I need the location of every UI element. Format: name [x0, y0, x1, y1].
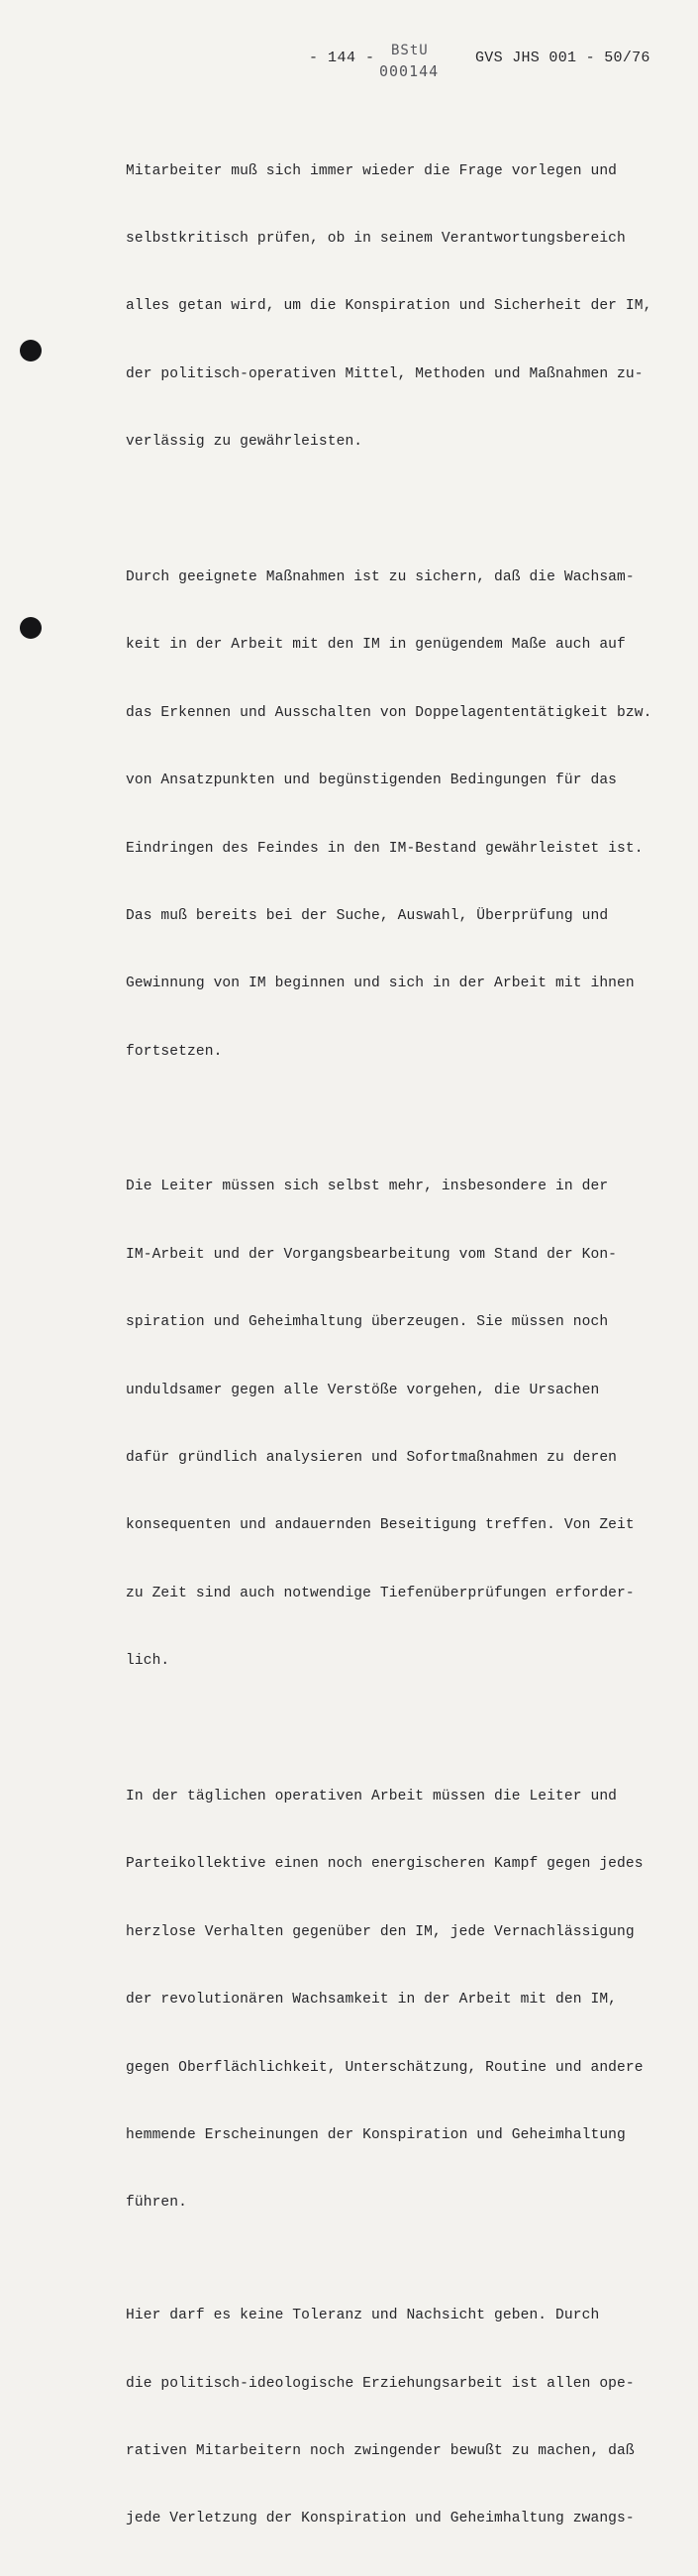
text-line: Hier darf es keine Toleranz und Nachsicht geben. Durch: [126, 2308, 600, 2324]
text-line: das Erkennen und Ausschalten von Doppelagententätigkeit bzw.: [126, 704, 652, 721]
archive-stamp-label: BStU: [391, 43, 429, 58]
text-line: führen.: [126, 2195, 188, 2212]
text-line: verlässig zu gewährleisten.: [126, 434, 363, 451]
text-line: spiration und Geheimhaltung überzeugen. Sie müssen noch: [126, 1314, 609, 1331]
text-line: keit in der Arbeit mit den IM in genügendem Maße auch auf: [126, 637, 626, 654]
text-line: Das muß bereits bei der Suche, Auswahl, Überprüfung und: [126, 907, 609, 924]
text-line: Parteikollektive einen noch energischeren Kampf gegen jedes: [126, 1856, 644, 1873]
text-line: Mitarbeiter muß sich immer wieder die Frage vorlegen und: [126, 162, 618, 179]
document-reference: GVS JHS 001 - 50/76: [475, 50, 650, 66]
archive-stamp: [379, 43, 449, 80]
text-line: dafür gründlich analysieren und Sofortmaßnahmen zu deren: [126, 1450, 618, 1467]
text-line: gegen Oberflächlichkeit, Unterschätzung, Routine und andere: [126, 2059, 644, 2076]
text-line: jede Verletzung der Konspiration und Geheimhaltung zwangs-: [126, 2511, 635, 2527]
text-line: Die Leiter müssen sich selbst mehr, insbesondere in der: [126, 1179, 609, 1195]
text-line: IM-Arbeit und der Vorgangsbearbeitung vom Stand der Kon-: [126, 1246, 618, 1263]
text-line: der politisch-operativen Mittel, Methoden und Maßnahmen zu-: [126, 365, 644, 382]
text-line: unduldsamer gegen alle Verstöße vorgehen, die Ursachen: [126, 1382, 600, 1398]
punch-hole-upper: [20, 340, 42, 361]
text-line: konsequenten und andauernden Beseitigung treffen. Von Zeit: [126, 1517, 635, 1534]
text-line: fortsetzen.: [126, 1043, 223, 1060]
paragraph: [126, 1740, 660, 2259]
text-line: herzlose Verhalten gegenüber den IM, jede Vernachlässigung: [126, 1923, 635, 1940]
text-line: alles getan wird, um die Konspiration und Sicherheit der IM,: [126, 298, 652, 315]
text-line: rativen Mitarbeitern noch zwingender bewußt zu machen, daß: [126, 2443, 635, 2460]
text-line: Gewinnung von IM beginnen und sich in der Arbeit mit ihnen: [126, 976, 635, 992]
text-line: von Ansatzpunkten und begünstigenden Bedingungen für das: [126, 773, 618, 789]
punch-hole-lower: [20, 617, 42, 639]
text-line: selbstkritisch prüfen, ob in seinem Verantwortungsbereich: [126, 230, 626, 247]
paragraph: [126, 1131, 660, 1718]
paragraph: [126, 521, 660, 1108]
page-number: - 144 -: [309, 50, 375, 66]
text-line: hemmende Erscheinungen der Konspiration und Geheimhaltung: [126, 2126, 626, 2143]
paragraph: [126, 2260, 660, 2576]
text-line: lich.: [126, 1653, 170, 1670]
text-line: Eindringen des Feindes in den IM-Bestand gewährleistet ist.: [126, 840, 644, 857]
text-line: zu Zeit sind auch notwendige Tiefenüberprüfungen erforder-: [126, 1585, 635, 1601]
body-text: [126, 115, 660, 2576]
text-line: der revolutionären Wachsamkeit in der Arbeit mit den IM,: [126, 1992, 618, 2009]
text-line: die politisch-ideologische Erziehungsarbeit ist allen ope-: [126, 2375, 635, 2392]
paragraph: [126, 115, 660, 499]
text-line: Durch geeignete Maßnahmen ist zu sichern, daß die Wachsam-: [126, 568, 635, 585]
text-line: In der täglichen operativen Arbeit müssen die Leiter und: [126, 1788, 618, 1804]
archive-stamp-number: 000144: [379, 62, 440, 80]
